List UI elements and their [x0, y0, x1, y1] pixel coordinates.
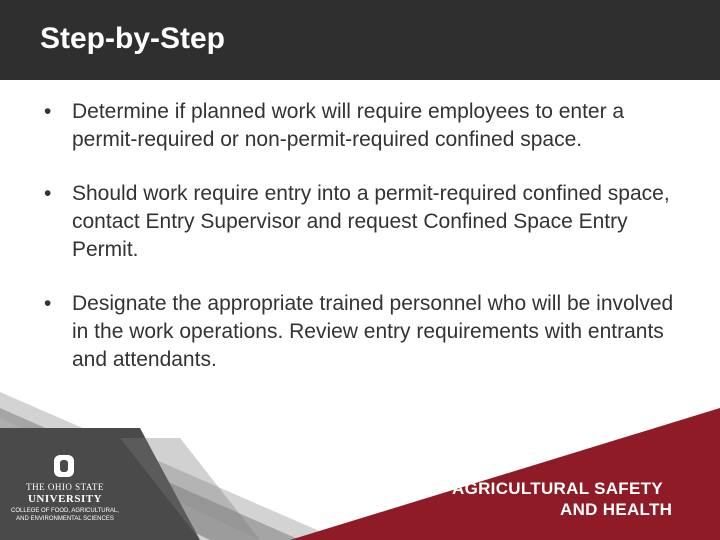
- logo-line-2: UNIVERSITY: [27, 493, 103, 505]
- bullet-text: Should work require entry into a permit-required confined space, contact Entry Supervisor and request Confined Space Entry Permit.: [72, 182, 670, 261]
- title-bar: [0, 0, 720, 80]
- block-o-icon: [53, 454, 75, 478]
- bullet-marker: •: [44, 100, 52, 123]
- logo-line-1: THE OHIO STATE: [26, 482, 104, 492]
- bullet-item: [36, 290, 676, 374]
- osu-logo: [0, 440, 130, 540]
- bullet-item: [36, 180, 676, 264]
- brand-line-1: AGRICULTURAL SAFETY: [452, 479, 663, 498]
- bullet-text: Designate the appropriate trained personnel who will be involved in the work operations. Review entry requirements with entrants and attendants.: [72, 292, 674, 371]
- logo-subline-2: AND ENVIRONMENTAL SCIENCES: [16, 516, 114, 522]
- bullet-item: [36, 98, 676, 154]
- bullet-marker: •: [44, 292, 52, 315]
- bullet-marker: •: [44, 182, 52, 205]
- brand-line-2: AND HEALTH: [560, 500, 673, 519]
- bullet-text: Determine if planned work will require employees to enter a permit-required or non-permit-required confined space.: [72, 100, 625, 151]
- slide-title: Step-by-Step: [40, 22, 226, 55]
- logo-subline-1: COLLEGE OF FOOD, AGRICULTURAL,: [11, 508, 119, 514]
- footer-scarlet-panel: [290, 408, 720, 540]
- bullet-list: [36, 98, 676, 400]
